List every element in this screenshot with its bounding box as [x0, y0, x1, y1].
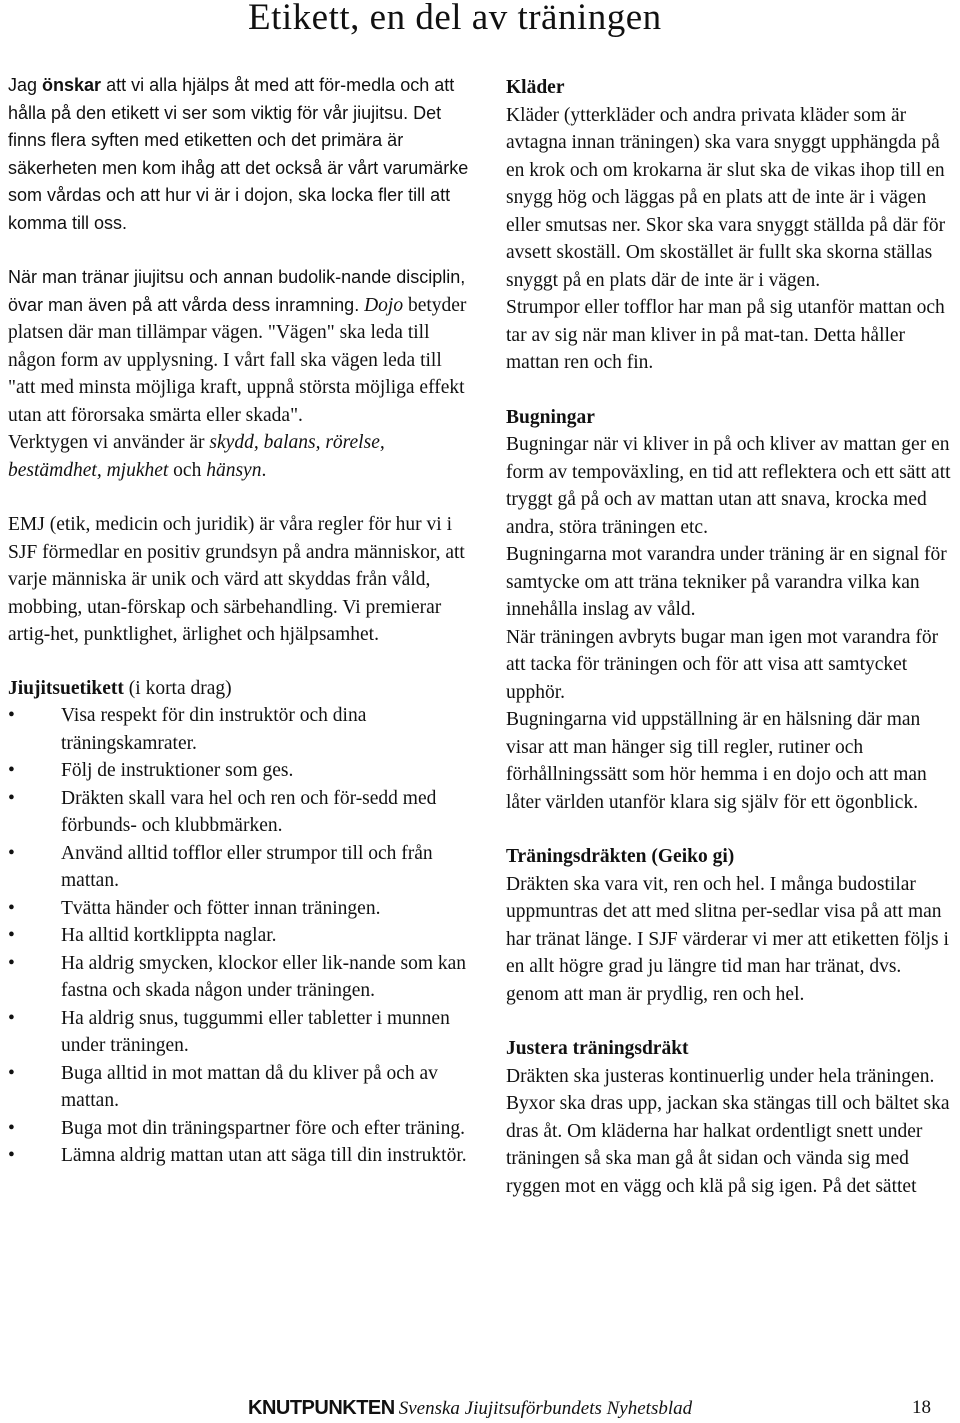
tools-och: och [168, 459, 207, 481]
list-item [8, 840, 470, 895]
tools-end: . [261, 459, 267, 481]
newsletter-logo: KNUTPUNKTEN [248, 1397, 395, 1419]
emj-paragraph: EMJ (etik, medicin och juridik) är våra regler för hur vi i SJF förmedlar en positiv grundsyn på andra människor, att varje människa är unik och värd att skyddas från våld, mobbing, utan-förskap och särbehandling. Vi premierar artig-het, punktlighet, ärlighet och hjälpsamhet. [8, 514, 465, 645]
list-item [8, 1005, 470, 1060]
list-item-text: Använd alltid tofflor eller strumpor till och från mattan. [61, 842, 433, 891]
adjust-gi-heading: Justera träningsdräkt [506, 1038, 689, 1059]
list-item [8, 1060, 470, 1115]
list-item [8, 922, 470, 950]
list-item-text: Ha aldrig snus, tuggummi eller tabletter i munnen under träningen. [61, 1007, 450, 1056]
list-item [8, 950, 470, 1005]
bullet-icon: • [8, 787, 15, 809]
right-column [506, 74, 954, 1200]
list-item [8, 785, 470, 840]
bullet-icon: • [8, 760, 15, 781]
intro-text-rest: att vi alla hjälps åt med att för-medla och att hålla på den etikett vi ser som viktig för vår jiujitsu. Det finns flera syften med etiketten och det primära är säkerheten men kom ihåg att det också är vårt varumärke som vårdas och att hur vi är i dojon, ska locka fler till att komma till oss. [8, 75, 469, 233]
bowing-paragraph-4: Bugningarna vid uppställning är en hälsning där man visar att man hänger sig till regler, rutiner och förhållningssätt som hör hemma i en dojo och att man låter världen utanför klara sig själv för ett ögonblick. [506, 709, 927, 813]
list-item [8, 702, 470, 757]
list-item-text: Buga alltid in mot mattan då du kliver på och av mattan. [61, 1062, 438, 1111]
budo-text-rest: betyder platsen där man tillämpar vägen. "Vägen" ska leda till någon form av upplysning. I vårt fall ska vägen leda till "att med minsta möjliga kraft, uppnå största möjliga effekt utan att förorsaka smärta eller skada". [8, 294, 467, 426]
list-item-text: Tvätta händer och fötter innan träningen. [61, 897, 381, 919]
bullet-icon: • [8, 925, 15, 946]
list-item [8, 1115, 470, 1143]
bowing-heading: Bugningar [506, 406, 595, 428]
etiquette-heading [8, 675, 470, 703]
list-item [8, 757, 470, 785]
bowing-paragraph-1: Bugningar när vi kliver in på och kliver av mattan ger en form av tempoväxling, en tid att reflektera och ett sätt att tryggt gå på och av mattan utan att snava, krocka med andra, störa träningen etc. [506, 434, 951, 538]
page-title: Etikett, en del av träningen [248, 0, 662, 38]
page-footer [248, 1396, 948, 1420]
left-column [8, 72, 470, 1170]
socks-paragraph: Strumpor eller tofflor har man på sig utanför mattan och tar av sig när man kliver in på mat-tan. Detta håller mattan ren och fin. [506, 297, 945, 373]
list-item-text: Ha alltid kortklippta naglar. [61, 925, 277, 946]
bowing-paragraph-2: Bugningarna mot varandra under träning är en signal för samtycke om att träna tekniker på varandra vilka kan innehålla inslag av våld. [506, 544, 947, 620]
gi-paragraph: Dräkten ska vara vit, ren och hel. I många budostilar uppmuntras det att med slitna per-sedlar visa på att man har tränat länge. I SJF värderar vi mer att etiketten följs i en allt högre grad ju längre tid man har tränat, dvs. genom att man är prydlig, ren och hel. [506, 873, 949, 1005]
adjust-gi-paragraph: Dräkten ska justeras kontinuerlig under hela träningen. Byxor ska dras upp, jackan ska stängas till och bältet ska dras åt. Om kläderna har halkat ordentligt snett under träningen så ska man gå åt sidan och vända sig med ryggen mot en vägg och klä på sig igen. På det sättet [506, 1065, 950, 1197]
budo-text-sans: När man tränar jiujitsu och annan budolik-nande disciplin, övar man även på att vårda dess inramning. [8, 267, 466, 315]
budo-paragraph [8, 264, 470, 429]
bowing-paragraph-3: När träningen avbryts bugar man igen mot varandra för att tacka för träningen och för att visa att samtycket upphör. [506, 626, 939, 703]
intro-paragraph [8, 72, 470, 237]
etiquette-list [8, 702, 470, 1170]
bullet-icon: • [8, 1145, 15, 1166]
dojo-term: Dojo [364, 294, 404, 316]
list-item-text: Buga mot din träningspartner före och efter träning. [61, 1117, 465, 1139]
tools-lead: Verktygen vi använder är [8, 432, 210, 453]
bullet-icon: • [8, 842, 15, 864]
list-item-text: Ha aldrig smycken, klockor eller lik-nande som kan fastna och skada någon under träningen. [61, 952, 467, 1001]
bullet-icon: • [8, 952, 15, 974]
bullet-icon: • [8, 705, 15, 726]
list-item-text: Visa respekt för din instruktör och dina träningskamrater. [61, 705, 367, 754]
publication-name: Svenska Jiujitsuförbundets Nyhetsblad [398, 1398, 693, 1419]
etiquette-heading-sub: (i korta drag) [123, 677, 232, 699]
clothes-heading: Kläder [506, 77, 565, 98]
list-item [8, 1142, 470, 1170]
list-item-text: Dräkten skall vara hel och ren och för-sedd med förbunds- och klubbmärken. [61, 787, 437, 836]
clothes-paragraph: Kläder (ytterkläder och andra privata kläder som är avtagna innan träningen) ska vara snyggt upphängda på en krok och om krokarna är slut ska de vikas ihop till en snygg hög och läggas på en plats att de inte är i vägen eller smutsas ner. Skor ska vara snyggt ställda på där för avsett skoställ. Om skostället är fullt ska skorna ställas snyggt på en plats där de inte är i vägen. [506, 104, 946, 291]
tools-hansyn: hänsyn [206, 459, 262, 481]
page-number: 18 [912, 1397, 931, 1418]
bullet-icon: • [8, 897, 15, 919]
list-item-text: Följ de instruktioner som ges. [61, 760, 294, 781]
etiquette-heading-bold: Jiujitsuetikett [8, 677, 124, 699]
bullet-icon: • [8, 1062, 15, 1084]
list-item-text: Lämna aldrig mattan utan att säga till din instruktör. [61, 1145, 467, 1166]
intro-text-start: Jag [8, 75, 43, 95]
bullet-icon: • [8, 1007, 15, 1029]
list-item [8, 895, 470, 923]
bullet-icon: • [8, 1117, 15, 1139]
gi-heading: Träningsdräkten (Geiko gi) [506, 846, 735, 867]
tools-paragraph [8, 429, 470, 484]
tools-list: skydd, balans, rörelse, bestämdhet, mjukhet [8, 432, 385, 481]
intro-emphasis: önskar [42, 75, 102, 95]
